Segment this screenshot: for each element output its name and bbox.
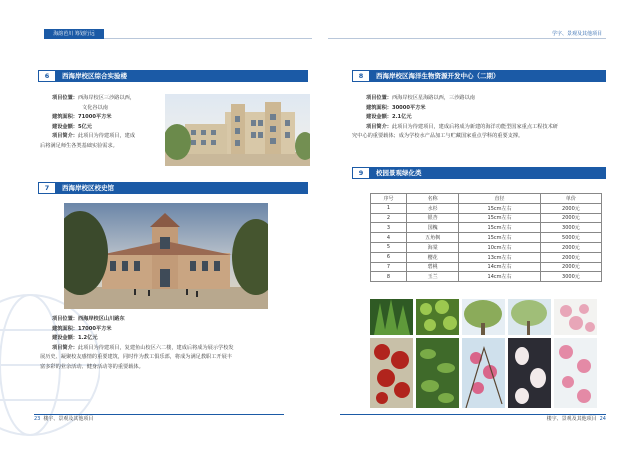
plant-photo-leaves <box>416 338 459 408</box>
page-number-right: 24 <box>599 416 606 422</box>
plant-photo-pagoda-tree <box>462 299 505 335</box>
table-row: 4 五角枫 15cm左右 5000元 <box>371 233 602 243</box>
section-6-info: 项目位置：西海岸校区三沙路以西， 文化谷以南 建筑面积：71000平方米 建设金额：5亿元 项目简介：此项目为待建项目，建成 后将满足师生各类基础实验需求。 <box>40 95 136 149</box>
plant-photo-cherry <box>370 338 413 408</box>
plant-photo-magnolia <box>508 338 551 408</box>
plant-photo-ginkgo <box>416 299 459 335</box>
footer-left-text: 楼宇、景观及其他项目 <box>43 416 94 422</box>
table-header-cell: 名称 <box>406 194 458 204</box>
history-museum-render-image <box>64 203 268 309</box>
plant-photo-peach <box>462 338 505 408</box>
section-6-title-bar <box>38 70 308 82</box>
section-8-title: 西海岸校区海洋生物资源开发中心（二期） <box>376 72 500 80</box>
table-row: 6 樱花 13cm左右 2000元 <box>371 252 602 262</box>
plant-photo-maple <box>508 299 551 335</box>
section-7-title-bar <box>38 182 308 194</box>
footer-right <box>340 414 606 423</box>
table-row: 5 海棠 10cm左右 2000元 <box>371 242 602 252</box>
section-6-title: 西海岸校区综合实验楼 <box>62 72 127 80</box>
table-header-cell: 序号 <box>371 194 407 204</box>
header-rule-left <box>104 38 312 39</box>
table-row: 3 国槐 15cm左右 3000元 <box>371 223 602 233</box>
section-9-number: 9 <box>352 167 370 179</box>
section-7-title: 西海岸校区校史馆 <box>62 184 114 192</box>
section-8-title-bar <box>352 70 606 82</box>
header-left-label: 海韵芭川 筹划行远 <box>44 29 104 39</box>
section-7-number: 7 <box>38 182 56 194</box>
table-header-cell: 直径 <box>459 194 541 204</box>
table-row: 7 碧桃 14cm左右 2000元 <box>371 262 602 272</box>
plant-photo-metasequoia <box>370 299 413 335</box>
lab-building-render-image <box>165 94 310 166</box>
section-6-number: 6 <box>38 70 56 82</box>
plant-photo-blossom <box>554 338 597 408</box>
section-9-title-bar <box>352 167 606 179</box>
page-number-left: 23 <box>34 416 41 422</box>
table-header-cell: 单价 <box>540 194 601 204</box>
table-row: 2 银杏 15cm左右 2000元 <box>371 213 602 223</box>
table-row: 8 玉兰 14cm左右 3000元 <box>371 272 602 282</box>
section-8-info: 项目位置：西海岸校区星海路以西，三沙路以南 建筑面积：30000平方米 建设金额：2.1亿元 项目简介：此项目为待建项目，建成后将成为新建的海洋功能型国家重点工程技术研 究中心的重要载体；成为学校水产品加工与贮藏国家重点学科的重要支撑。 <box>352 95 558 139</box>
header-right-label: 学字、景观及其他项目 <box>551 31 602 37</box>
section-7-info: 项目位置：西海岸校区山川路东 建筑面积：17000平方米 建设金额：1.2亿元 项目简介：此项目为待建项目，复建鱼山校区六二楼，建成后将成为展示学校发 展历史、凝聚校友感情的重要建筑，同时作为教工俱乐部，将成为满足教职工开展丰 富多彩的业余活动、健身活动等的重要载体。 <box>40 316 234 370</box>
plant-photo-crabapple <box>554 299 597 335</box>
section-9-title: 校园景观绿化类 <box>376 169 422 177</box>
landscape-plant-table <box>370 193 602 282</box>
footer-left <box>34 414 284 423</box>
table-header-row <box>371 194 602 204</box>
footer-right-text: 楼宇、景观及其他项目 <box>546 416 597 422</box>
section-8-number: 8 <box>352 70 370 82</box>
table-row: 1 水杉 15cm左右 2000元 <box>371 203 602 213</box>
